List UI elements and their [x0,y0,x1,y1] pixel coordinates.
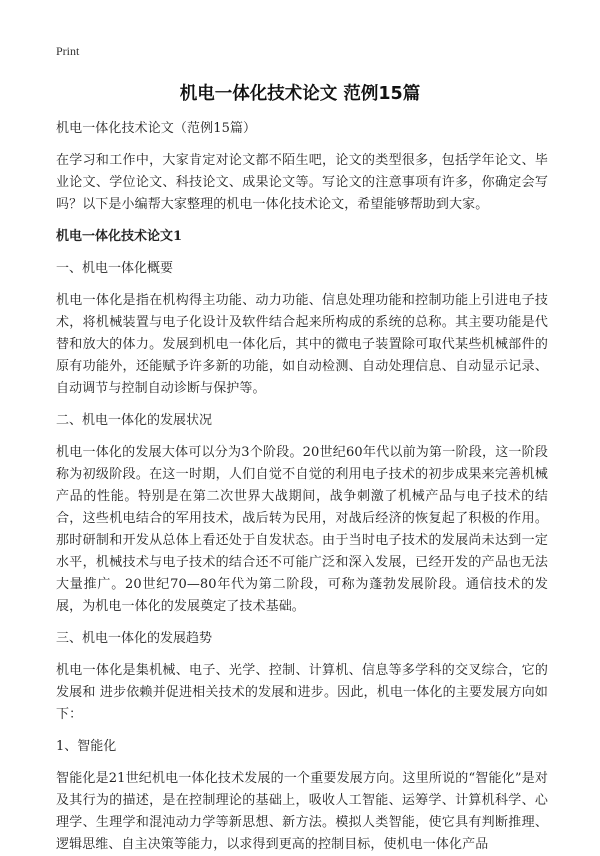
section-title: 机电一体化技术论文1 [56,229,183,244]
paragraph-development-trend: 机电一体化是集机械、电子、光学、控制、计算机、信息等多学科的交叉综合，它的发展和 进步依赖并促进相关技术的发展和进步。因此，机电一体化的主要发展方向如下： [56,663,548,722]
article-body [56,118,548,856]
heading-development-status: 二、机电一体化的发展状况 [56,413,213,428]
heading-intelligence: 1、智能化 [56,739,117,754]
paragraph-intelligence: 智能化是21世纪机电一体化技术发展的一个重要发展方向。这里所说的“智能化”是对及其行为的描述，是在控制理论的基础上，吸收人工智能、运筹学、计算机科学、心理学、生理学和混沌动力学等新思想、新方法。模拟人类智能，使它具有判断推理、逻辑思维、自主决策等能力，以求得到更高的控制目标，使机电一体化产品 [56,771,548,852]
article-subtitle: 机电一体化技术论文（范例15篇） [56,121,257,136]
print-link[interactable]: Print [56,44,80,58]
paragraph-overview: 机电一体化是指在机构得主功能、动力功能、信息处理功能和控制功能上引进电子技术，将机械装置与电子化设计及软件结合起来所构成的系统的总称。其主要功能是代替和放大的体力。发展到机电一体化后，其中的微电子装置除可取代某些机械部件的原有功能外，还能赋予许多新的功能，如自动检测、自动处理信息、自动显示记录、自动调节与控制自动诊断与保护等。 [56,293,548,396]
heading-overview: 一、机电一体化概要 [56,261,174,276]
intro-paragraph: 在学习和工作中，大家肯定对论文都不陌生吧，论文的类型很多，包括学年论文、毕业论文、学位论文、科技论文、成果论文等。写论文的注意事项有许多，你确定会写吗？以下是小编帮大家整理的机电一体化技术论文，希望能够帮助到大家。 [56,153,548,212]
page-title: 机电一体化技术论文 范例15篇 [179,84,421,104]
heading-development-trend: 三、机电一体化的发展趋势 [56,631,213,646]
paragraph-development-status: 机电一体化的发展大体可以分为3个阶段。20世纪60年代以前为第一阶段，这一阶段称为初级阶段。在这一时期，人们自觉不自觉的利用电子技术的初步成果来完善机械产品的性能。特别是在第二次世界大战期间，战争刺激了机械产品与电子技术的结合，这些机电结合的军用技术，战后转为民用，对战后经济的恢复起了积极的作用。那时研制和开发从总体上看还处于自发状态。由于当时电子技术的发展尚未达到一定水平，机械技术与电子技术的结合还不可能广泛和深入发展，已经开发的产品也无法大量推广。20世纪70—80年代为第二阶段，可称为蓬勃发展阶段。通信技术的发展，为机电一体化的发展奠定了技术基础。 [56,445,548,614]
